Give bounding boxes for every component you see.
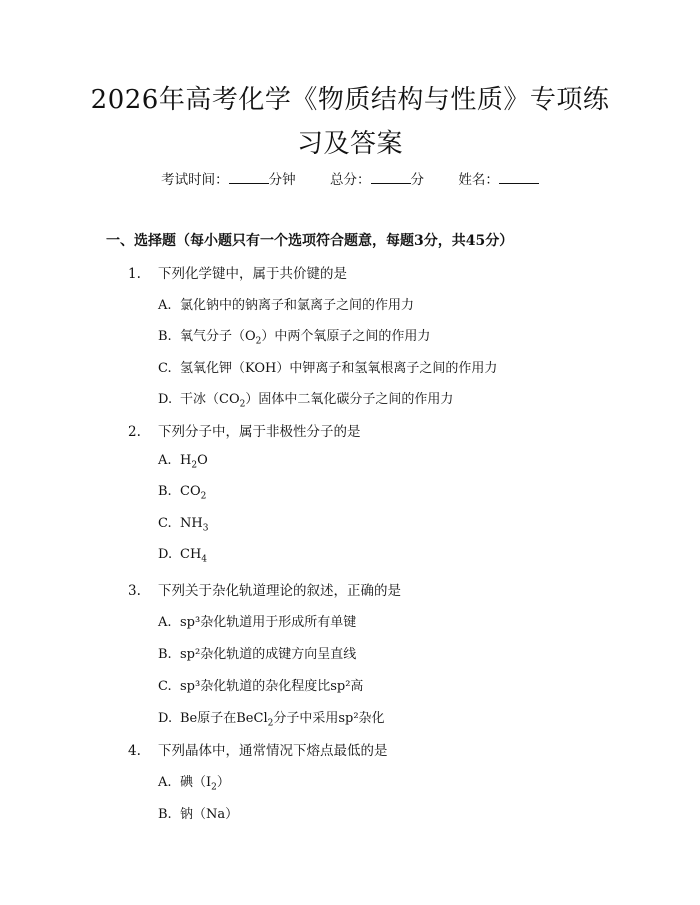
option-text-post: O: [197, 453, 208, 468]
option-letter: A.: [158, 453, 172, 468]
question-1-option-c: [158, 357, 497, 376]
option-text-post: ）固体中二氧化碳分子之间的作用力: [245, 392, 454, 407]
question-4-option-b: [158, 803, 238, 822]
option-subscript: 4: [201, 554, 208, 565]
option-letter: D.: [158, 711, 173, 726]
option-text-post: 分子中采用sp²杂化: [273, 711, 385, 726]
option-subscript: 2: [211, 782, 217, 793]
question-3-option-a: [158, 611, 356, 630]
option-text: 钠（Na）: [180, 807, 239, 822]
question-2-option-c: [158, 516, 208, 534]
option-letter: B.: [158, 807, 172, 822]
document-title: [60, 78, 640, 166]
time-label: 考试时间：: [161, 172, 229, 188]
question-1-option-d: [158, 388, 453, 410]
option-letter: B.: [158, 329, 172, 344]
question-number: 2.: [128, 424, 141, 440]
question-3-option-d: [158, 707, 385, 729]
option-letter: D.: [158, 547, 173, 562]
question-2: [128, 420, 361, 440]
option-letter: A.: [158, 298, 172, 313]
question-2-option-b: [158, 484, 206, 502]
option-text: 氢氧化钾（KOH）中钾离子和氢氧根离子之间的作用力: [180, 361, 498, 376]
option-text: sp³杂化轨道用于形成所有单键: [180, 615, 357, 630]
question-4-option-a: [158, 771, 230, 793]
option-letter: A.: [158, 775, 172, 790]
question-3-option-c: [158, 675, 363, 694]
question-2-option-a: [158, 453, 208, 471]
question-text: 下列化学键中，属于共价键的是: [158, 266, 347, 282]
option-text: sp³杂化轨道的杂化程度比sp²高: [180, 679, 364, 694]
question-4: [128, 739, 388, 759]
question-1: [128, 262, 347, 282]
option-letter: B.: [158, 647, 172, 662]
option-text: sp²杂化轨道的成键方向呈直线: [180, 647, 357, 662]
option-subscript: 2: [200, 491, 207, 502]
option-text-pre: Be原子在BeCl: [180, 711, 268, 726]
option-text-pre: CO: [180, 484, 201, 499]
option-text-pre: 碘（I: [180, 775, 212, 790]
section-heading-1: 一、选择题（每小题只有一个选项符合题意，每题3分，共45分）: [106, 233, 514, 249]
option-letter: C.: [158, 516, 172, 531]
option-letter: C.: [158, 361, 172, 376]
question-3: [128, 579, 401, 599]
option-letter: B.: [158, 484, 172, 499]
score-label: 总分：: [330, 172, 371, 188]
question-text: 下列关于杂化轨道理论的叙述，正确的是: [158, 583, 401, 599]
question-number: 3.: [128, 583, 141, 599]
question-2-option-d: [158, 547, 207, 565]
question-number: 4.: [128, 743, 141, 759]
question-1-option-a: [158, 294, 414, 313]
name-blank: [499, 171, 539, 184]
question-text: 下列晶体中，通常情况下熔点最低的是: [158, 743, 388, 759]
option-letter: C.: [158, 679, 172, 694]
option-subscript: 2: [267, 718, 274, 729]
exam-meta: [0, 168, 700, 188]
option-subscript: 2: [255, 336, 262, 347]
option-subscript: 3: [202, 523, 209, 534]
option-text-pre: H: [180, 453, 192, 468]
option-text-pre: 氧气分子（O: [180, 329, 256, 344]
option-subscript: 2: [239, 399, 246, 410]
option-text-pre: 干冰（CO: [180, 392, 240, 407]
option-letter: A.: [158, 615, 172, 630]
option-subscript: 2: [191, 460, 198, 471]
option-text-pre: NH: [180, 516, 203, 531]
title-line-1: 2026年高考化学《物质结构与性质》专项练: [90, 85, 610, 115]
name-label: 姓名：: [458, 172, 499, 188]
option-text-post: ）中两个氧原子之间的作用力: [261, 329, 431, 344]
question-1-option-b: [158, 325, 430, 347]
title-line-2: 习及答案: [296, 129, 403, 159]
question-3-option-b: [158, 643, 356, 662]
score-blank: [371, 171, 411, 184]
question-number: 1.: [128, 266, 141, 282]
option-text: 氯化钠中的钠离子和氯离子之间的作用力: [180, 298, 415, 313]
question-text: 下列分子中，属于非极性分子的是: [158, 424, 361, 440]
time-unit: 分钟: [268, 172, 296, 188]
score-unit: 分: [410, 172, 424, 188]
option-letter: D.: [158, 392, 173, 407]
option-text-pre: CH: [180, 547, 202, 562]
option-text-post: ）: [216, 775, 230, 790]
time-blank: [229, 171, 269, 184]
